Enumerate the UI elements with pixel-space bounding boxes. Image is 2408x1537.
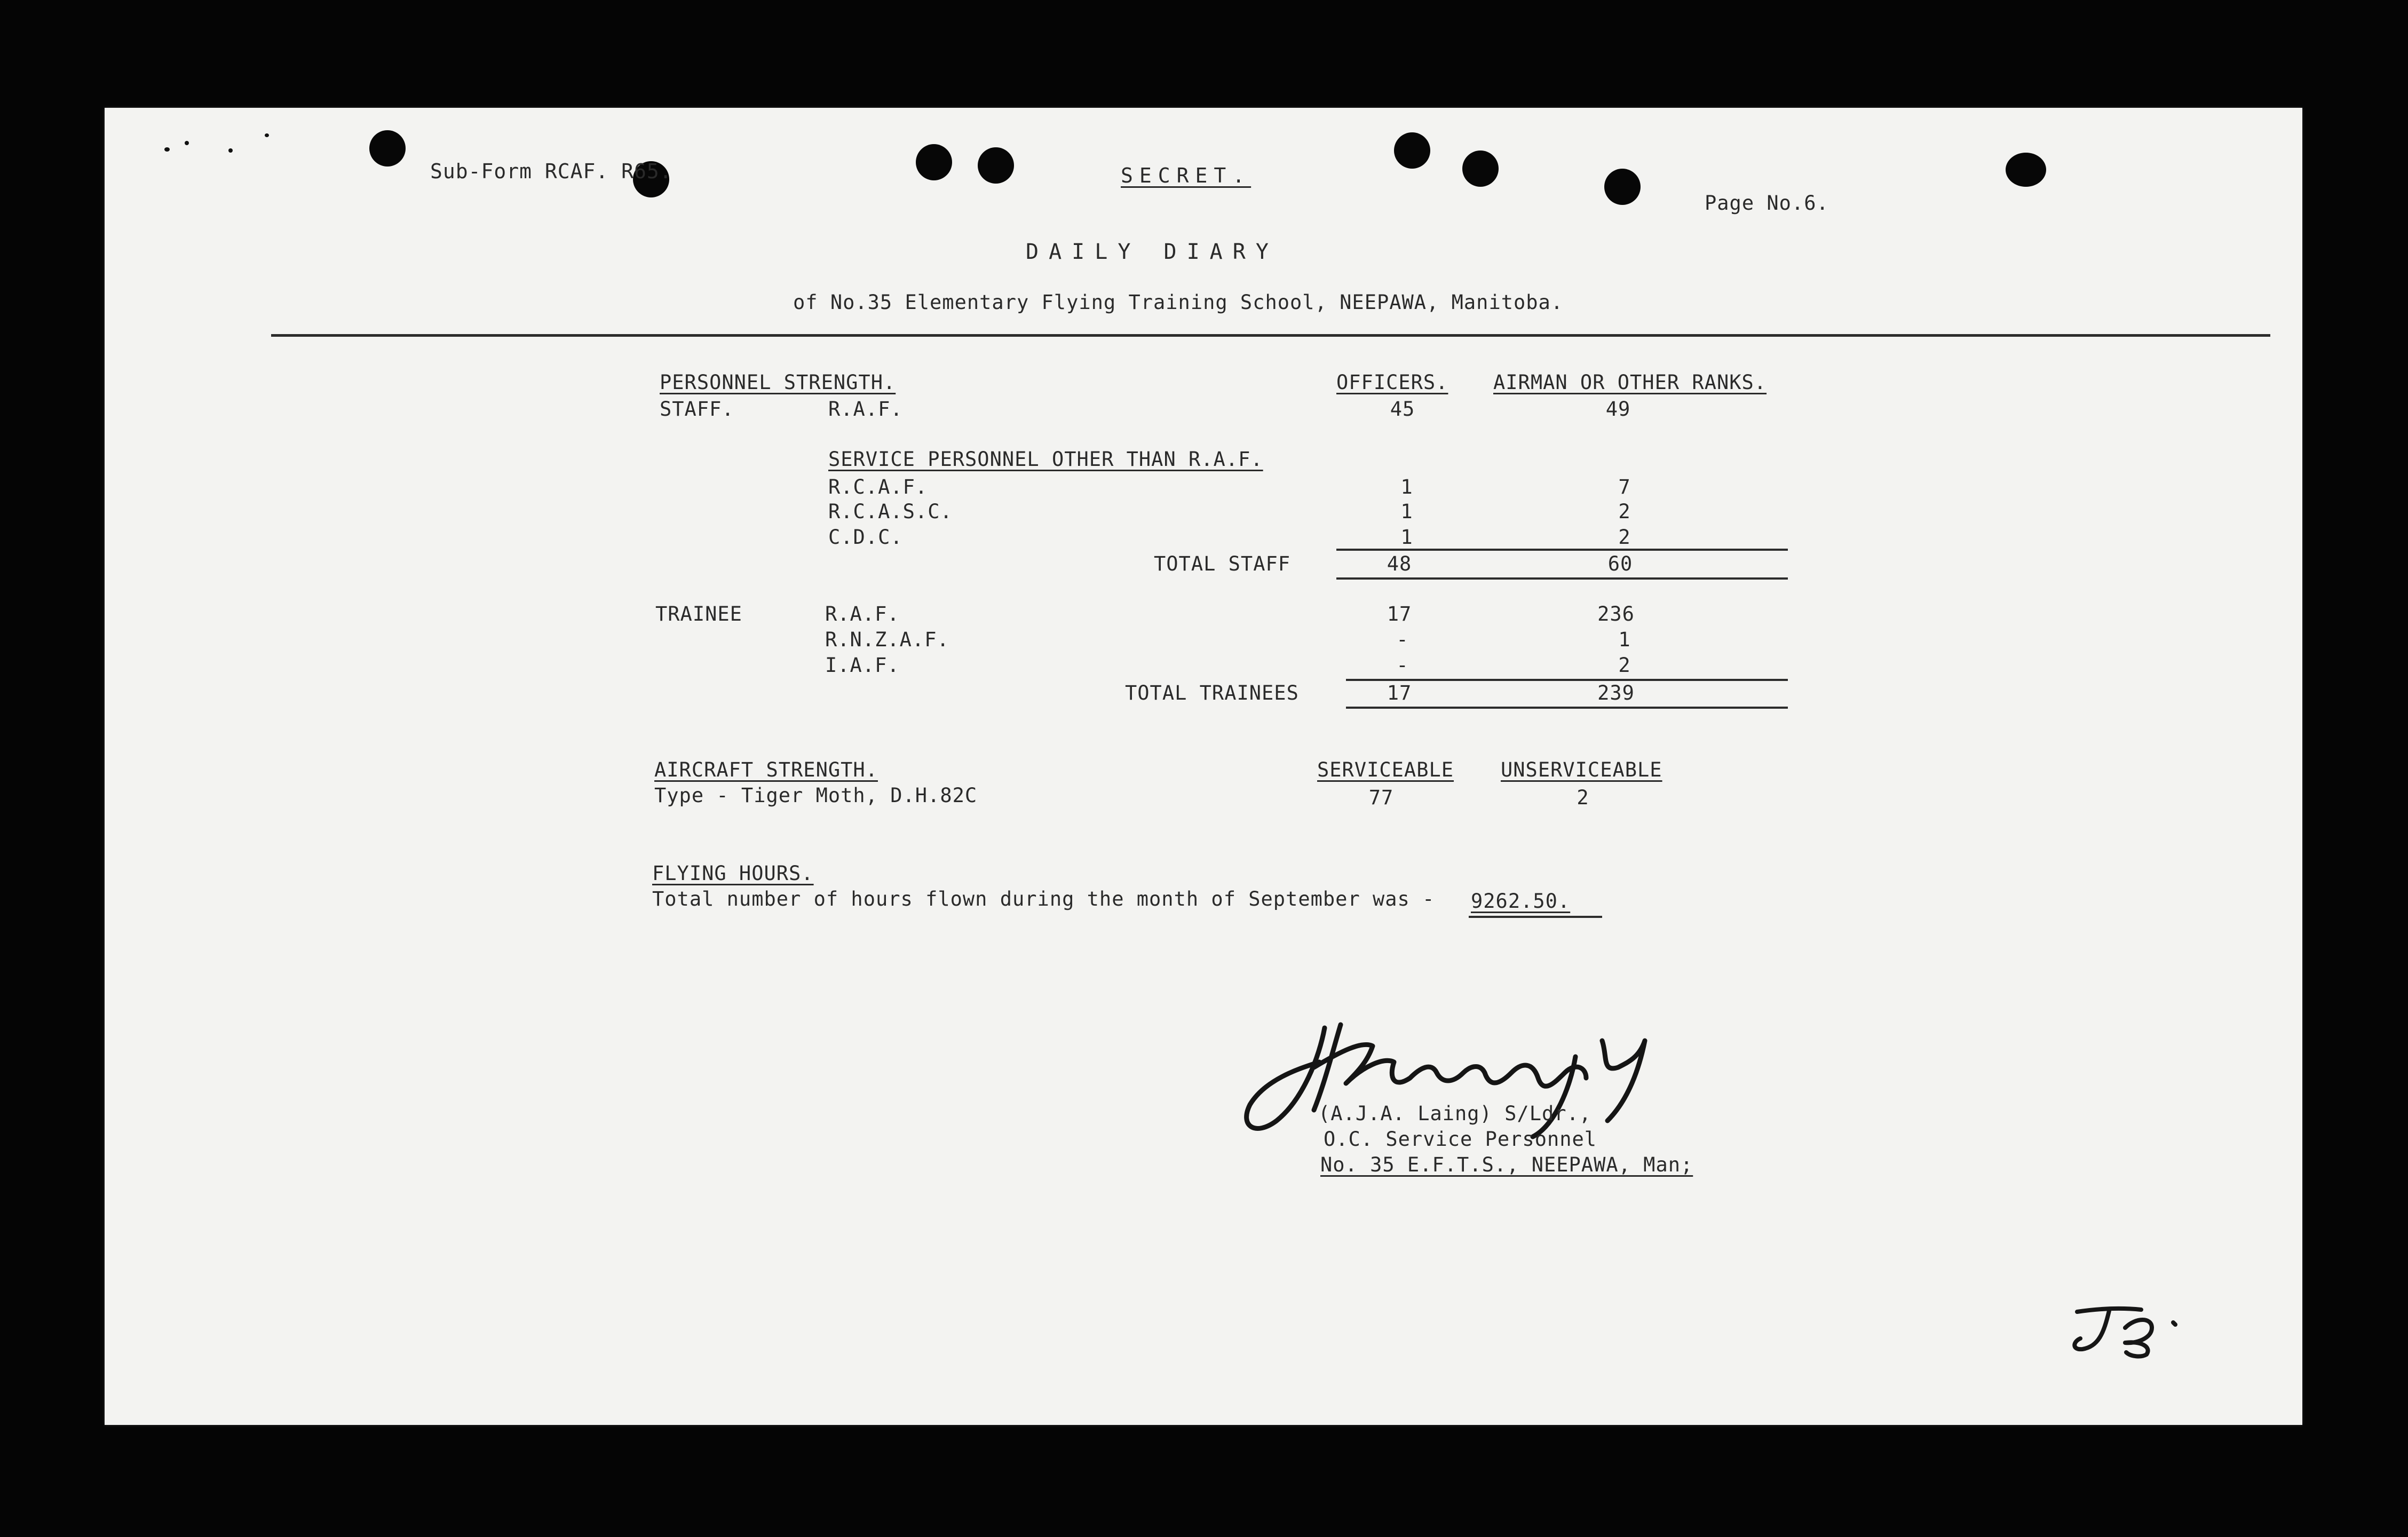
officers-column-header: OFFICERS. bbox=[1336, 371, 1448, 394]
service-row-officers: 1 bbox=[1400, 526, 1413, 549]
total-trainees-rule-top bbox=[1346, 679, 1788, 681]
total-staff-officers: 48 bbox=[1387, 552, 1412, 575]
trainee-row-officers: - bbox=[1396, 654, 1409, 677]
signatory-name: (A.J.A. Laing) S/Ldr., bbox=[1318, 1102, 1592, 1125]
punch-hole bbox=[369, 130, 406, 167]
service-row-airmen: 2 bbox=[1618, 526, 1631, 549]
speck bbox=[228, 148, 233, 153]
trainee-row-officers: - bbox=[1396, 628, 1409, 651]
trainee-row-label: R.N.Z.A.F. bbox=[825, 628, 949, 651]
speck bbox=[164, 147, 170, 152]
trainee-label: TRAINEE bbox=[655, 603, 742, 625]
total-staff-rule-top bbox=[1336, 549, 1788, 551]
staff-label: STAFF. bbox=[660, 398, 734, 421]
total-staff-label: TOTAL STAFF bbox=[1154, 552, 1291, 575]
page-number: Page No.6. bbox=[1705, 192, 1829, 215]
document-page bbox=[105, 108, 2302, 1425]
punch-hole bbox=[1394, 132, 1430, 169]
service-row-label: R.C.A.S.C. bbox=[828, 500, 953, 523]
service-personnel-heading: SERVICE PERSONNEL OTHER THAN R.A.F. bbox=[828, 448, 1263, 471]
punch-hole bbox=[1604, 169, 1641, 205]
trainee-row-airmen: 1 bbox=[1618, 628, 1631, 651]
trainee-row-officers: 17 bbox=[1387, 603, 1412, 625]
aircraft-type: Type - Tiger Moth, D.H.82C bbox=[654, 784, 978, 807]
trainee-row-label: R.A.F. bbox=[825, 603, 900, 625]
total-trainees-officers: 17 bbox=[1387, 682, 1412, 704]
service-row-airmen: 7 bbox=[1618, 476, 1631, 498]
service-row-label: C.D.C. bbox=[828, 526, 903, 549]
total-staff-airmen: 60 bbox=[1607, 552, 1633, 575]
document-subtitle: of No.35 Elementary Flying Training School, NEEPAWA, Manitoba. bbox=[793, 291, 1564, 314]
trainee-row-airmen: 2 bbox=[1618, 654, 1631, 677]
aircraft-heading: AIRCRAFT STRENGTH. bbox=[654, 758, 878, 781]
signatory-title: O.C. Service Personnel bbox=[1324, 1128, 1597, 1151]
service-row-label: R.C.A.F. bbox=[828, 476, 928, 498]
total-trainees-airmen: 239 bbox=[1597, 682, 1635, 704]
personnel-heading: PERSONNEL STRENGTH. bbox=[660, 371, 896, 394]
signatory-unit: No. 35 E.F.T.S., NEEPAWA, Man; bbox=[1320, 1153, 1693, 1176]
punch-hole bbox=[916, 144, 952, 180]
trainee-row-label: I.A.F. bbox=[825, 654, 900, 677]
service-row-officers: 1 bbox=[1400, 476, 1413, 498]
unserviceable-count: 2 bbox=[1577, 786, 1589, 809]
staff-raf-label: R.A.F. bbox=[828, 398, 903, 421]
sub-form-label: Sub-Form RCAF. R65. bbox=[430, 160, 672, 183]
handwritten-signature bbox=[1234, 1009, 1714, 1151]
service-row-airmen: 2 bbox=[1618, 500, 1631, 523]
punch-hole bbox=[978, 147, 1014, 184]
header-rule bbox=[271, 334, 2270, 337]
serviceable-column-header: SERVICEABLE bbox=[1317, 758, 1454, 781]
unserviceable-column-header: UNSERVICEABLE bbox=[1501, 758, 1662, 781]
punch-hole bbox=[1462, 150, 1499, 187]
trainee-row-airmen: 236 bbox=[1597, 603, 1635, 625]
total-staff-rule-bottom bbox=[1336, 577, 1788, 580]
speck bbox=[185, 141, 189, 145]
document-title: DAILY DIARY bbox=[1026, 240, 1279, 264]
flying-hours-value: 9262.50. bbox=[1471, 890, 1571, 913]
serviceable-count: 77 bbox=[1368, 786, 1394, 809]
service-row-officers: 1 bbox=[1400, 500, 1413, 523]
speck bbox=[265, 133, 269, 137]
flying-hours-rule bbox=[1469, 916, 1602, 918]
total-trainees-label: TOTAL TRAINEES bbox=[1125, 682, 1299, 704]
punch-hole bbox=[2006, 153, 2046, 187]
secret-classification: SECRET. bbox=[1121, 164, 1251, 187]
staff-raf-officers: 45 bbox=[1390, 398, 1415, 421]
total-trainees-rule-bottom bbox=[1346, 707, 1788, 709]
airmen-column-header: AIRMAN OR OTHER RANKS. bbox=[1493, 371, 1767, 394]
handwritten-initials bbox=[2066, 1301, 2205, 1360]
flying-hours-text: Total number of hours flown during the month of September was - bbox=[652, 888, 1435, 910]
flying-hours-heading: FLYING HOURS. bbox=[652, 862, 814, 885]
staff-raf-airmen: 49 bbox=[1605, 398, 1631, 421]
